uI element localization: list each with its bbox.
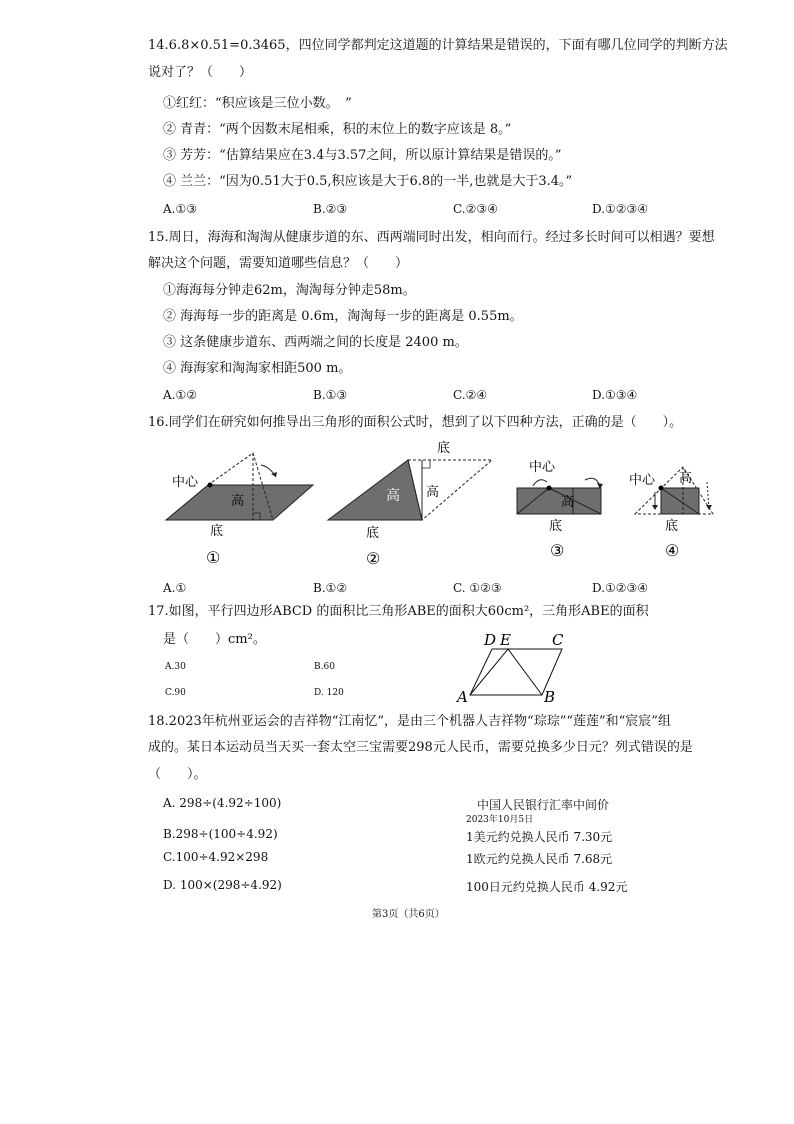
q15-stem-line1: 15.周日，海海和淘淘从健康步道的东、西两端同时出发，相向而行。经过多长时间可以相遇？要想 — [148, 230, 715, 245]
fig1-height-label: 高 — [231, 494, 245, 509]
fig1-number: ① — [206, 548, 221, 567]
fig4-base-label: 底 — [665, 519, 679, 534]
fig1-arrowhead — [271, 472, 277, 477]
q17-option-a[interactable]: A.30 — [165, 662, 186, 672]
q15-option-a[interactable]: A.①② — [163, 388, 197, 402]
fig3-center-dot — [547, 486, 552, 491]
fig2-copied-triangle — [408, 460, 492, 520]
q16-figure-3 — [505, 452, 620, 570]
fig2-height-inner-label: 高 — [386, 488, 400, 504]
q14-statement-2: ② 青青：“两个因数末尾相乘，积的末位上的数字应该是 8。” — [163, 122, 512, 137]
q17-label-b: B — [544, 688, 556, 705]
q17-label-a: A — [457, 688, 468, 705]
q14-statement-3: ③ 芳芳：“估算结果应在3.4与3.57之间，所以原计算结果是错误的。” — [163, 148, 562, 163]
fig1-center-dot — [208, 483, 213, 488]
q17-option-c[interactable]: C.90 — [165, 688, 186, 698]
q15-statement-4: ④ 海海家和淘淘家相距500 m。 — [163, 361, 352, 376]
q15-statement-2: ② 海海每一步的距离是 0.6m，淘淘每一步的距离是 0.55m。 — [163, 309, 523, 324]
q15-statement-1: ①海海每分钟走62m，淘淘每分钟走58m。 — [163, 283, 416, 298]
q16-option-b[interactable]: B.①② — [313, 581, 348, 595]
fig3-rectangle — [517, 488, 601, 514]
fig3-number: ③ — [550, 541, 565, 560]
q18-stem-line2: 成的。某日本运动员当天买一套太空三宝需要298元人民币，需要兑换多少日元？列式错误的是 — [148, 740, 693, 755]
q14-stem-line1: 14.6.8×0.51=0.3465，四位同学都判定这道题的计算结果是错误的，下面有哪几位同学的判断方法 — [148, 38, 728, 53]
q15-option-d[interactable]: D.①③④ — [592, 388, 638, 402]
fig4-right-arrow — [707, 482, 709, 508]
q14-option-b[interactable]: B.②③ — [313, 202, 348, 216]
q18-rate-table-date: 2023年10月5日 — [466, 815, 534, 825]
q18-rate-eur: 1欧元约兑换人民币 7.68元 — [466, 852, 613, 866]
q18-stem-line3: （ ）。 — [148, 767, 207, 782]
q17-figure — [452, 627, 582, 705]
q14-option-c[interactable]: C.②③④ — [453, 202, 498, 216]
q17-label-c: C — [552, 631, 564, 649]
q15-option-c[interactable]: C.②④ — [453, 388, 488, 402]
q14-statement-1: ①红红：“积应该是三位小数。 ” — [163, 96, 352, 111]
fig3-left-arrow — [533, 480, 547, 486]
fig2-right-angle — [422, 460, 430, 468]
q17-stem-line1: 17.如图，平行四边形ABCD 的面积比三角形ABE的面积大60cm²，三角形ABE的面积 — [148, 604, 649, 619]
fig2-height-label: 高 — [426, 485, 440, 500]
q18-option-c[interactable]: C.100÷4.92×298 — [163, 850, 269, 864]
fig4-center-dot — [659, 486, 664, 491]
fig4-height-label: 高 — [679, 471, 693, 486]
q16-figure-2 — [320, 438, 500, 570]
fig2-triangle — [328, 460, 422, 520]
fig4-right-arrowhead — [706, 505, 712, 510]
fig2-base-label: 底 — [366, 526, 380, 541]
q17-label-d: D — [484, 631, 497, 649]
q14-option-d[interactable]: D.①②③④ — [592, 202, 649, 216]
fig3-height-label: 高 — [561, 495, 575, 510]
q16-stem: 16.同学们在研究如何推导出三角形的面积公式时，想到了以下四种方法，正确的是（ ）。 — [148, 415, 683, 430]
q18-rate-jpy: 100日元约兑换人民币 4.92元 — [466, 880, 628, 894]
page-footer: 第3页（共6页） — [372, 909, 445, 920]
q18-option-a[interactable]: A. 298÷(4.92÷100) — [163, 796, 282, 810]
q17-label-e: E — [500, 631, 511, 649]
fig1-center-label: 中心 — [172, 475, 199, 490]
fig1-base-label: 底 — [210, 524, 224, 539]
fig3-right-arrow — [585, 478, 600, 488]
q18-option-d[interactable]: D. 100×(298÷4.92) — [163, 878, 282, 892]
q18-rate-usd: 1美元约兑换人民币 7.30元 — [466, 830, 613, 844]
fig2-base-top-label: 底 — [437, 441, 451, 456]
fig3-center-label: 中心 — [529, 460, 556, 475]
q16-option-a[interactable]: A.① — [163, 581, 187, 595]
fig4-center-label: 中心 — [629, 473, 656, 488]
q15-option-b[interactable]: B.①③ — [313, 388, 348, 402]
fig4-number: ④ — [665, 541, 680, 560]
q16-option-c[interactable]: C. ①②③ — [453, 581, 502, 595]
q17-option-b[interactable]: B.60 — [314, 662, 335, 672]
q16-figure-4 — [625, 452, 725, 570]
q16-option-d[interactable]: D.①②③④ — [592, 581, 649, 595]
q14-statement-4: ④ 兰兰：“因为0.51大于0.5,积应该是大于6.8的一半,也就是大于3.4。” — [163, 174, 573, 189]
q18-option-b[interactable]: B.298÷(100÷4.92) — [163, 827, 278, 841]
q15-statement-3: ③ 这条健康步道东、西两端之间的长度是 2400 m。 — [163, 335, 468, 350]
q16-figure-1 — [158, 445, 318, 570]
q14-option-a[interactable]: A.①③ — [163, 202, 197, 216]
fig2-number: ② — [366, 549, 381, 568]
q14-stem-line2: 说对了？（ ） — [148, 65, 253, 80]
q18-stem-line1: 18.2023年杭州亚运会的吉祥物“江南忆”，是由三个机器人吉祥物“琮琮”“莲莲”和“宸宸”组 — [148, 714, 671, 729]
fig3-base-label: 底 — [549, 519, 563, 534]
q17-stem-line2: 是（ ）cm²。 — [163, 632, 266, 647]
q18-rate-table-title: 中国人民银行汇率中间价 — [477, 798, 610, 812]
q17-option-d[interactable]: D. 120 — [314, 688, 344, 698]
fig4-left-arrowhead — [652, 505, 658, 510]
q15-stem-line2: 解决这个问题，需要知道哪些信息？（ ） — [148, 256, 409, 271]
